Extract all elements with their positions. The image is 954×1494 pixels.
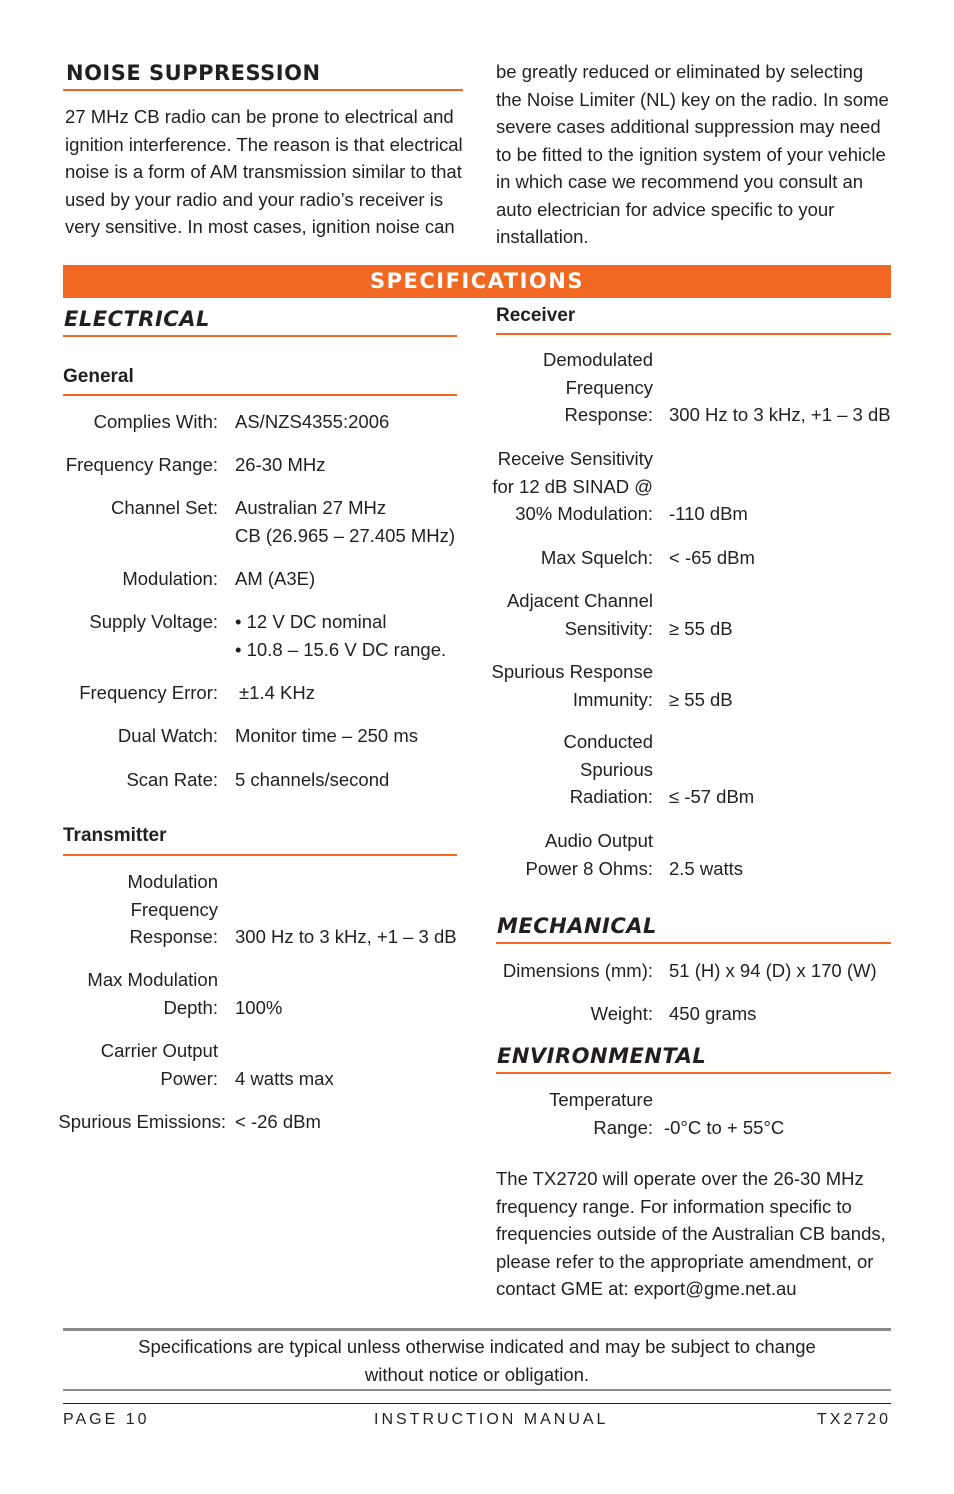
- spec-value: 300 Hz to 3 kHz, +1 – 3 dB: [669, 404, 891, 425]
- receiver-rule: [496, 333, 891, 335]
- spec-value: AM (A3E): [235, 568, 316, 589]
- spec-value: Australian 27 MHz CB (26.965 – 27.405 MHz): [235, 497, 456, 546]
- spec-value: -110 dBm: [669, 503, 748, 524]
- spec-value: ≥ 55 dB: [669, 617, 733, 639]
- mechanical-heading: MECHANICAL: [497, 914, 657, 938]
- footer-document-title: INSTRUCTION MANUAL: [374, 1411, 609, 1428]
- spec-value: < -26 dBm: [235, 1111, 321, 1132]
- footer-page-number: PAGE 10: [63, 1411, 150, 1428]
- noise-paragraph-left: 27 MHz CB radio can be prone to electrical and ignition interference. The reason is that electrical noise is a form of AM transmission similar to that used by your radio and your radio’s receiver is very sensitive. In most cases, ignition noise can: [65, 106, 463, 237]
- spec-value: 2.5 watts: [669, 857, 744, 879]
- spec-label: Supply Voltage:: [89, 611, 218, 632]
- spec-value: 300 Hz to 3 kHz, +1 – 3 dB: [235, 926, 457, 947]
- spec-label: Spurious Response Immunity:: [491, 661, 653, 710]
- spec-label: Modulation Frequency Response:: [127, 871, 218, 947]
- environmental-heading: ENVIRONMENTAL: [497, 1044, 707, 1068]
- spec-label: Spurious Emissions:: [58, 1111, 226, 1132]
- noise-heading-rule: [63, 89, 463, 91]
- disclaimer-text: Specifications are typical unless otherwise indicated and may be subject to change without notice or obligation.: [138, 1336, 816, 1385]
- spec-label: Max Modulation Depth:: [87, 969, 218, 1018]
- spec-label: Audio Output Power 8 Ohms:: [525, 830, 653, 879]
- spec-value: 51 (H) x 94 (D) x 170 (W): [669, 960, 877, 981]
- spec-value: < -65 dBm: [669, 547, 755, 568]
- spec-value: 100%: [235, 996, 283, 1018]
- transmitter-subheading: Transmitter: [63, 825, 167, 846]
- spec-label: Receive Sensitivity for 12 dB SINAD @ 30% Modulation:: [492, 448, 653, 524]
- spec-value: ±1.4 KHz: [239, 682, 315, 703]
- spec-value: • 12 V DC nominal • 10.8 – 15.6 V DC range.: [235, 611, 447, 660]
- spec-label: Scan Rate:: [126, 769, 218, 790]
- specifications-banner: SPECIFICATIONS: [63, 265, 891, 298]
- footer-rule: [63, 1403, 891, 1404]
- spec-value: AS/NZS4355:2006: [235, 411, 390, 432]
- spec-label: Channel Set:: [111, 497, 218, 518]
- electrical-heading: ELECTRICAL: [64, 307, 210, 331]
- spec-value: ≥ 55 dB: [669, 688, 733, 710]
- disclaimer-bottom-rule: [63, 1389, 891, 1391]
- spec-label: Demodulated Frequency Response:: [542, 349, 653, 425]
- environmental-heading-rule: [496, 1072, 891, 1074]
- spec-label: Adjacent Channel Sensitivity:: [506, 590, 653, 639]
- noise-paragraph-right: be greatly reduced or eliminated by selecting the Noise Limiter (NL) key on the radio. In some severe cases additional suppression may need to be fitted to the ignition system of your vehicle in which case we recommend you consult an auto electrician for advice specific to your installation.: [496, 61, 889, 247]
- spec-value: 450 grams: [669, 1003, 757, 1024]
- spec-value: 4 watts max: [235, 1067, 334, 1089]
- frequency-range-note: The TX2720 will operate over the 26-30 MHz frequency range. For information specific to frequencies outside of the Australian CB bands, please refer to the appropriate amendment, or contact GME at: export@gme.net.au: [496, 1168, 886, 1299]
- spec-label: Weight:: [590, 1003, 653, 1024]
- spec-label: Dimensions (mm):: [502, 960, 653, 981]
- footer-model: TX2720: [816, 1411, 891, 1428]
- general-subheading: General: [63, 366, 134, 387]
- spec-label: Max Squelch:: [540, 547, 653, 568]
- spec-label: Complies With:: [93, 411, 218, 432]
- spec-value: Monitor time – 250 ms: [235, 725, 419, 746]
- spec-value: -0°C to + 55°C: [664, 1116, 785, 1138]
- spec-label: Modulation:: [122, 568, 218, 589]
- disclaimer-top-rule: [63, 1328, 891, 1331]
- spec-label: Temperature Range:: [549, 1089, 653, 1138]
- spec-label: Frequency Error:: [79, 682, 218, 703]
- electrical-heading-rule: [63, 335, 457, 337]
- transmitter-rule: [63, 854, 457, 856]
- receiver-subheading: Receiver: [496, 305, 576, 326]
- spec-value: 5 channels/second: [235, 769, 390, 790]
- spec-label: Frequency Range:: [65, 454, 218, 475]
- noise-suppression-heading: NOISE SUPPRESSION: [66, 61, 321, 85]
- spec-label: Carrier Output Power:: [100, 1040, 218, 1089]
- spec-value: 26-30 MHz: [235, 454, 326, 475]
- spec-value: ≤ -57 dBm: [669, 786, 755, 807]
- mechanical-heading-rule: [496, 942, 891, 944]
- spec-label: Conducted Spurious Radiation:: [563, 731, 653, 807]
- general-rule: [63, 394, 457, 396]
- spec-label: Dual Watch:: [117, 725, 218, 746]
